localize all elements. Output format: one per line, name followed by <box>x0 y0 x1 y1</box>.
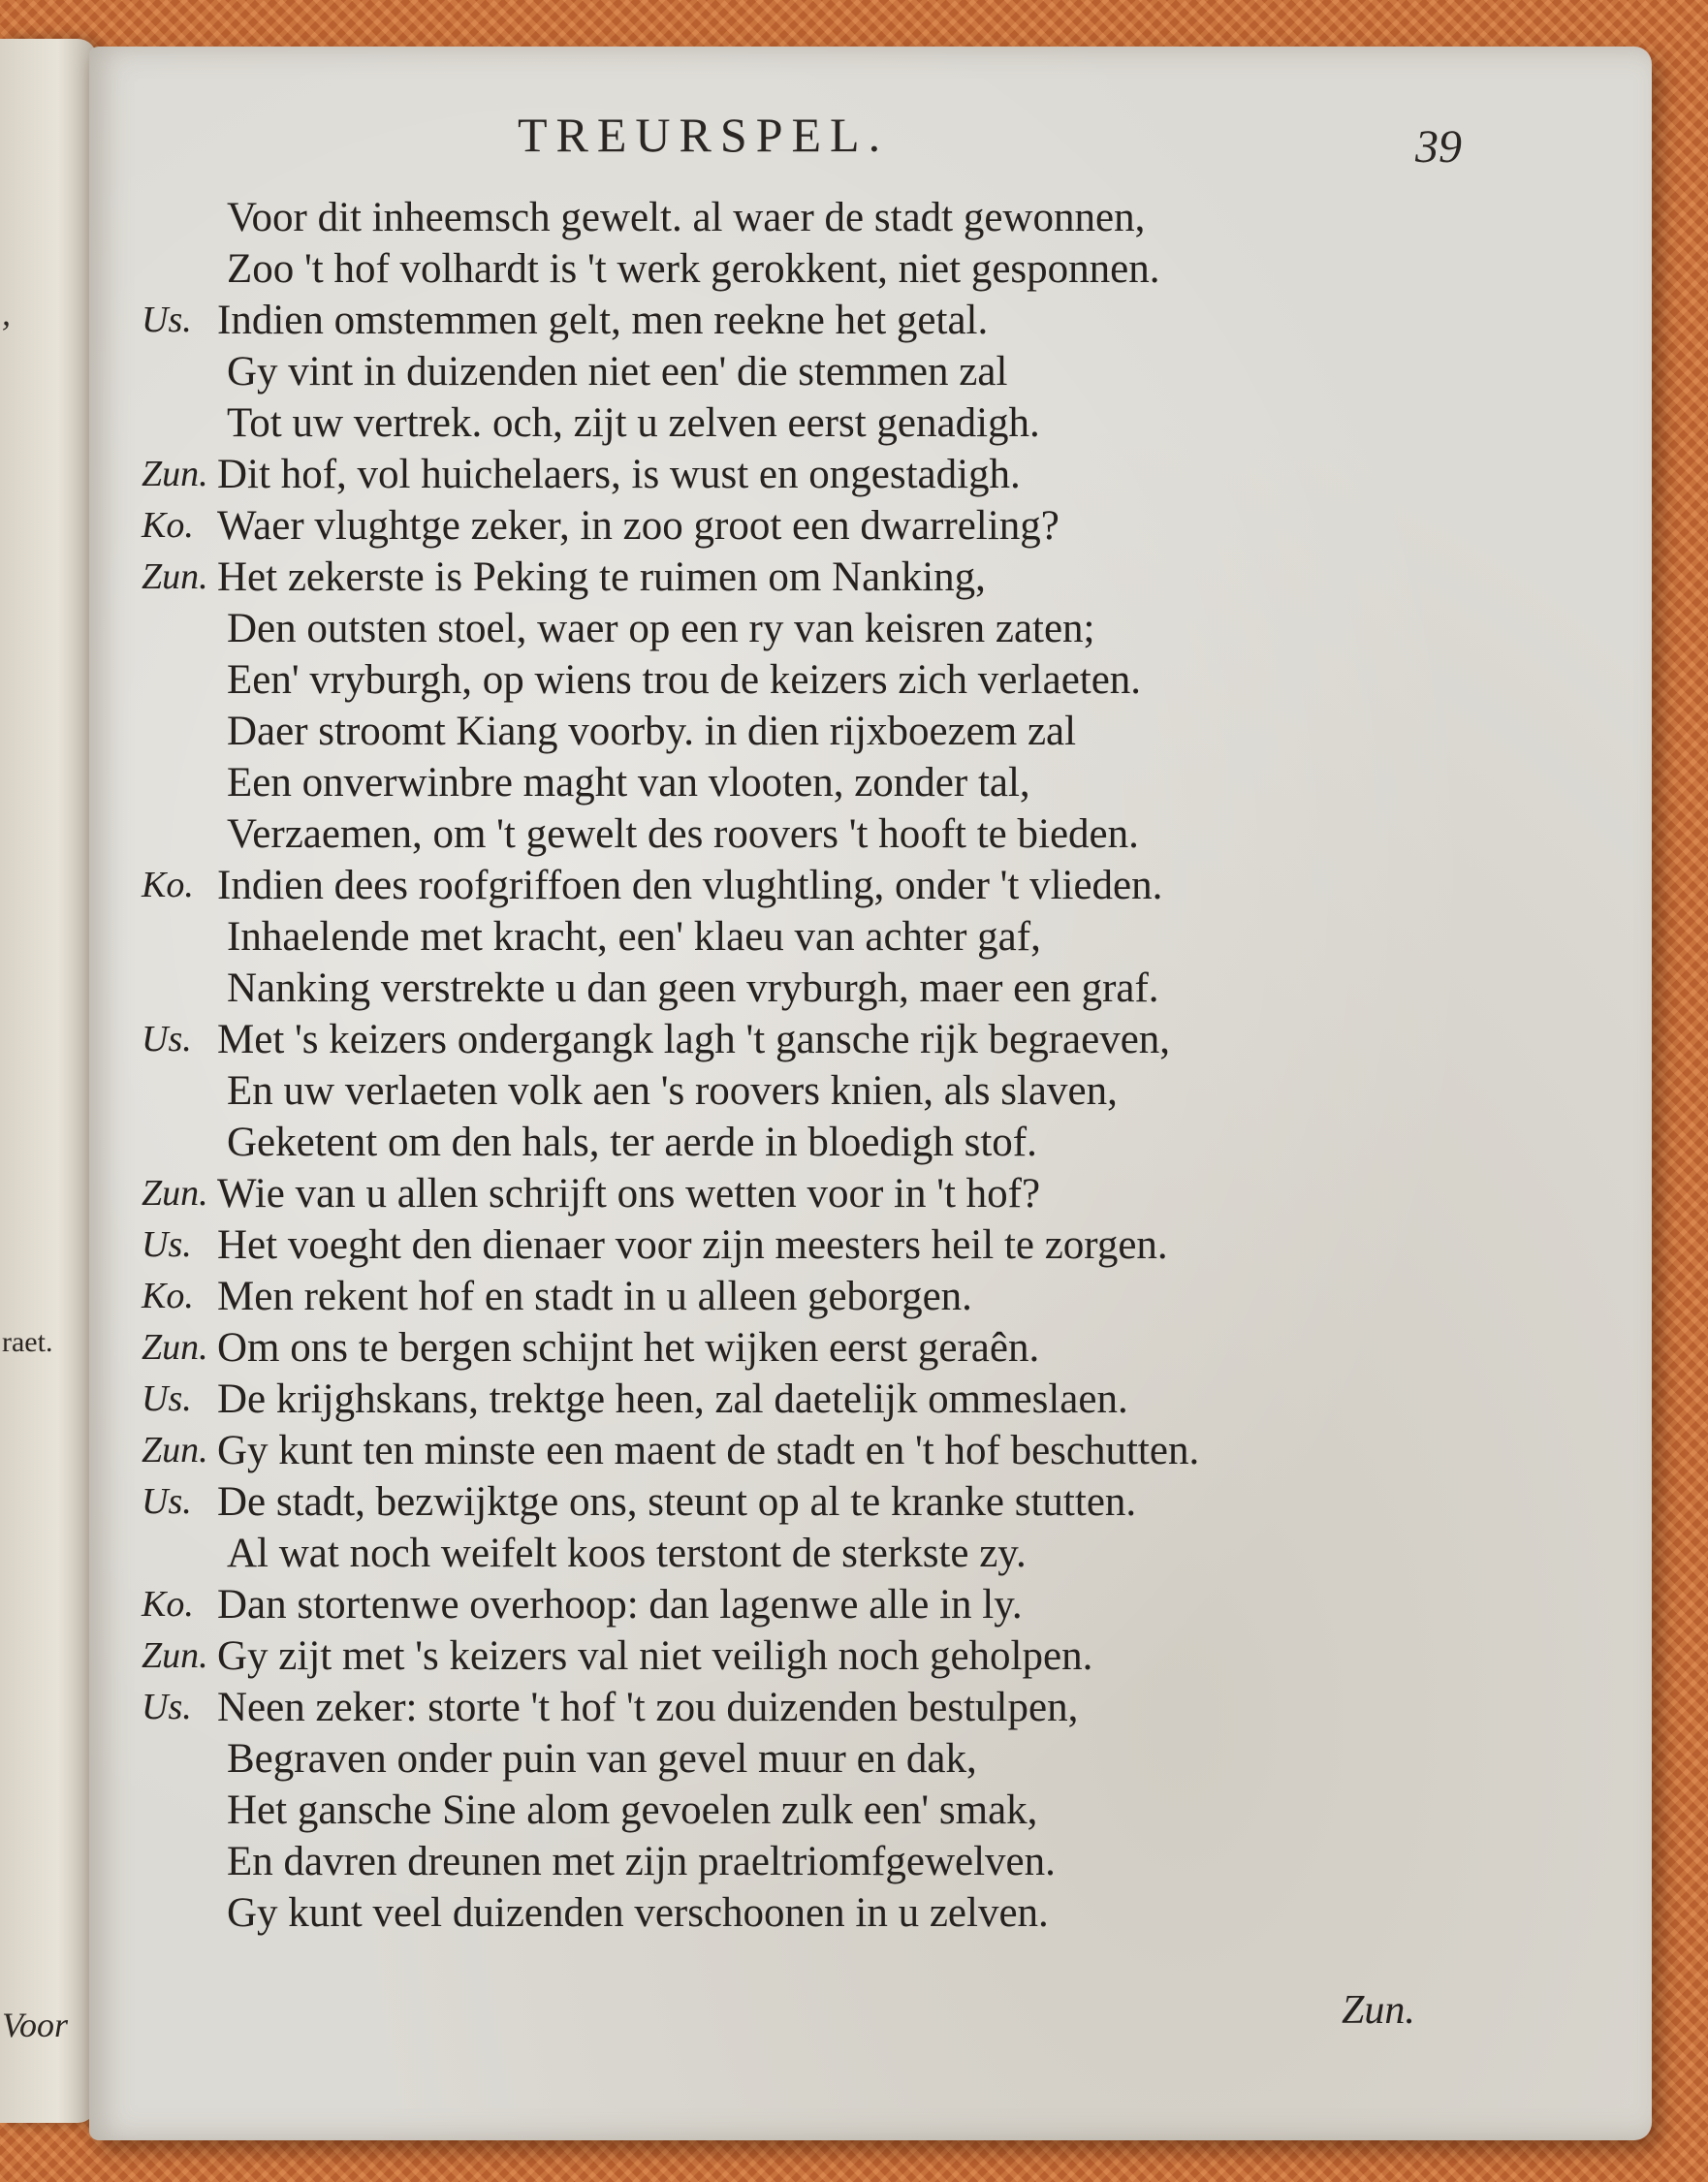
verse-line <box>142 1117 1537 1168</box>
verse-line <box>142 654 1537 706</box>
verse-text: Dit hof, vol huichelaers, is wust en ongestadigh. <box>217 452 1021 497</box>
verse-line <box>142 1065 1537 1117</box>
verse-text: Een' vryburgh, op wiens trou de keizers zich verlaeten. <box>227 657 1142 703</box>
speaker-label: Zun. <box>142 1635 208 1676</box>
facing-page-edge <box>0 39 97 2123</box>
verse-line <box>142 1579 1537 1630</box>
verse-line <box>142 346 1537 397</box>
speaker-label: Us. <box>142 300 192 340</box>
catchword: Zun. <box>1342 1988 1415 2033</box>
verse-line <box>142 1271 1537 1322</box>
verse-text: Indien dees roofgriffoen den vlughtling, onder 't vlieden. <box>217 863 1163 908</box>
verse-text: Gy vint in duizenden niet een' die stemmen zal <box>227 349 1008 395</box>
verse-line <box>142 1836 1537 1887</box>
verse-line <box>142 1014 1537 1065</box>
verse-line <box>142 860 1537 911</box>
speaker-label: Ko. <box>142 1584 194 1625</box>
verse-line <box>142 1682 1537 1733</box>
verse-line <box>142 295 1537 346</box>
verse-line <box>142 449 1537 500</box>
verse-text: Het zekerste is Peking te ruimen om Nanking, <box>217 554 986 600</box>
verse-text: Het voeght den dienaer voor zijn meesters heil te zorgen. <box>217 1222 1168 1268</box>
speaker-label: Zun. <box>142 556 208 597</box>
verse-line <box>142 1733 1537 1785</box>
verse-text: Zoo 't hof volhardt is 't werk gerokkent, niet gesponnen. <box>227 246 1160 292</box>
verse-text: Een onverwinbre maght van vlooten, zonder tal, <box>227 760 1030 806</box>
verse-text: Wie van u allen schrijft ons wetten voor in 't hof? <box>217 1171 1041 1217</box>
verse-line <box>142 1168 1537 1219</box>
verse-text: Daer stroomt Kiang voorby. in dien rijxboezem zal <box>227 709 1077 754</box>
verse-text: Neen zeker: storte 't hof 't zou duizenden bestulpen, <box>217 1685 1079 1730</box>
verse-text: Gy zijt met 's keizers val niet veiligh noch geholpen. <box>217 1633 1093 1679</box>
page-number: 39 <box>1415 121 1462 173</box>
verse-line <box>142 552 1537 603</box>
verse-text: Voor dit inheemsch gewelt. al waer de stadt gewonnen, <box>227 195 1146 240</box>
verse-line <box>142 757 1537 808</box>
verse-line <box>142 192 1537 243</box>
verse-line <box>142 1630 1537 1682</box>
verse-dialogue <box>142 192 1537 1939</box>
verse-line <box>142 1785 1537 1836</box>
verse-text: Met 's keizers ondergangk lagh 't gansche rijk begraeven, <box>217 1017 1171 1062</box>
verse-text: En uw verlaeten volk aen 's roovers knien, als slaven, <box>227 1068 1118 1114</box>
speaker-label: Us. <box>142 1224 192 1265</box>
verse-line <box>142 1476 1537 1528</box>
verse-text: Al wat noch weifelt koos terstont de sterkste zy. <box>227 1531 1027 1576</box>
verse-line <box>142 1322 1537 1374</box>
verse-line <box>142 1219 1537 1271</box>
verse-text: De stadt, bezwijktge ons, steunt op al te kranke stutten. <box>217 1479 1137 1525</box>
speaker-label: Zun. <box>142 1327 208 1368</box>
verse-text: En davren dreunen met zijn praeltriomfgewelven. <box>227 1839 1056 1884</box>
verse-text: Nanking verstrekte u dan geen vryburgh, maer een graf. <box>227 965 1159 1011</box>
page-header <box>89 107 1652 184</box>
verse-text: Tot uw vertrek. och, zijt u zelven eerst genadigh. <box>227 400 1040 446</box>
verse-line <box>142 808 1537 860</box>
speaker-label: Us. <box>142 1378 192 1419</box>
verse-line <box>142 911 1537 963</box>
verse-line <box>142 1528 1537 1579</box>
verse-text: Het gansche Sine alom gevoelen zulk een' smak, <box>227 1787 1038 1833</box>
verse-line <box>142 1374 1537 1425</box>
verse-line <box>142 500 1537 552</box>
verse-line <box>142 706 1537 757</box>
verse-text: Begraven onder puin van gevel muur en dak, <box>227 1736 977 1782</box>
verse-line <box>142 1887 1537 1939</box>
facing-page-fragment: Voor <box>2 2006 69 2044</box>
speaker-label: Zun. <box>142 454 208 494</box>
verse-text: Den outsten stoel, waer op een ry van keisren zaten; <box>227 606 1095 651</box>
verse-text: De krijghskans, trektge heen, zal daetelijk ommeslaen. <box>217 1376 1128 1422</box>
verse-text: Dan stortenwe overhoop: dan lagenwe alle in ly. <box>217 1582 1023 1628</box>
verse-text: Om ons te bergen schijnt het wijken eerst geraên. <box>217 1325 1040 1371</box>
verse-line <box>142 1425 1537 1476</box>
speaker-label: Ko. <box>142 865 194 905</box>
speaker-label: Us. <box>142 1481 192 1522</box>
speaker-label: Zun. <box>142 1173 208 1214</box>
speaker-label: Ko. <box>142 1276 194 1316</box>
verse-text: Men rekent hof en stadt in u alleen geborgen. <box>217 1274 972 1319</box>
running-title: TREURSPEL. <box>518 108 890 162</box>
verse-text: Indien omstemmen gelt, men reekne het getal. <box>217 298 989 343</box>
verse-text: Inhaelende met kracht, een' klaeu van achter gaf, <box>227 914 1041 960</box>
verse-text: Gy kunt veel duizenden verschoonen in u zelven. <box>227 1890 1049 1936</box>
verse-text: Verzaemen, om 't gewelt des roovers 't hooft te bieden. <box>227 811 1139 857</box>
verse-line <box>142 243 1537 295</box>
speaker-label: Ko. <box>142 505 194 546</box>
speaker-label: Zun. <box>142 1430 208 1470</box>
verse-line <box>142 603 1537 654</box>
book-page <box>89 47 1652 2140</box>
verse-line <box>142 397 1537 449</box>
speaker-label: Us. <box>142 1687 192 1727</box>
speaker-label: Us. <box>142 1019 192 1059</box>
verse-line <box>142 963 1537 1014</box>
facing-page-fragment: , <box>2 294 11 332</box>
verse-text: Geketent om den hals, ter aerde in bloedigh stof. <box>227 1120 1037 1165</box>
verse-text: Waer vlughtge zeker, in zoo groot een dwarreling? <box>217 503 1060 549</box>
facing-page-fragment: raet. <box>2 1326 53 1358</box>
verse-text: Gy kunt ten minste een maent de stadt en 't hof beschutten. <box>217 1428 1200 1473</box>
